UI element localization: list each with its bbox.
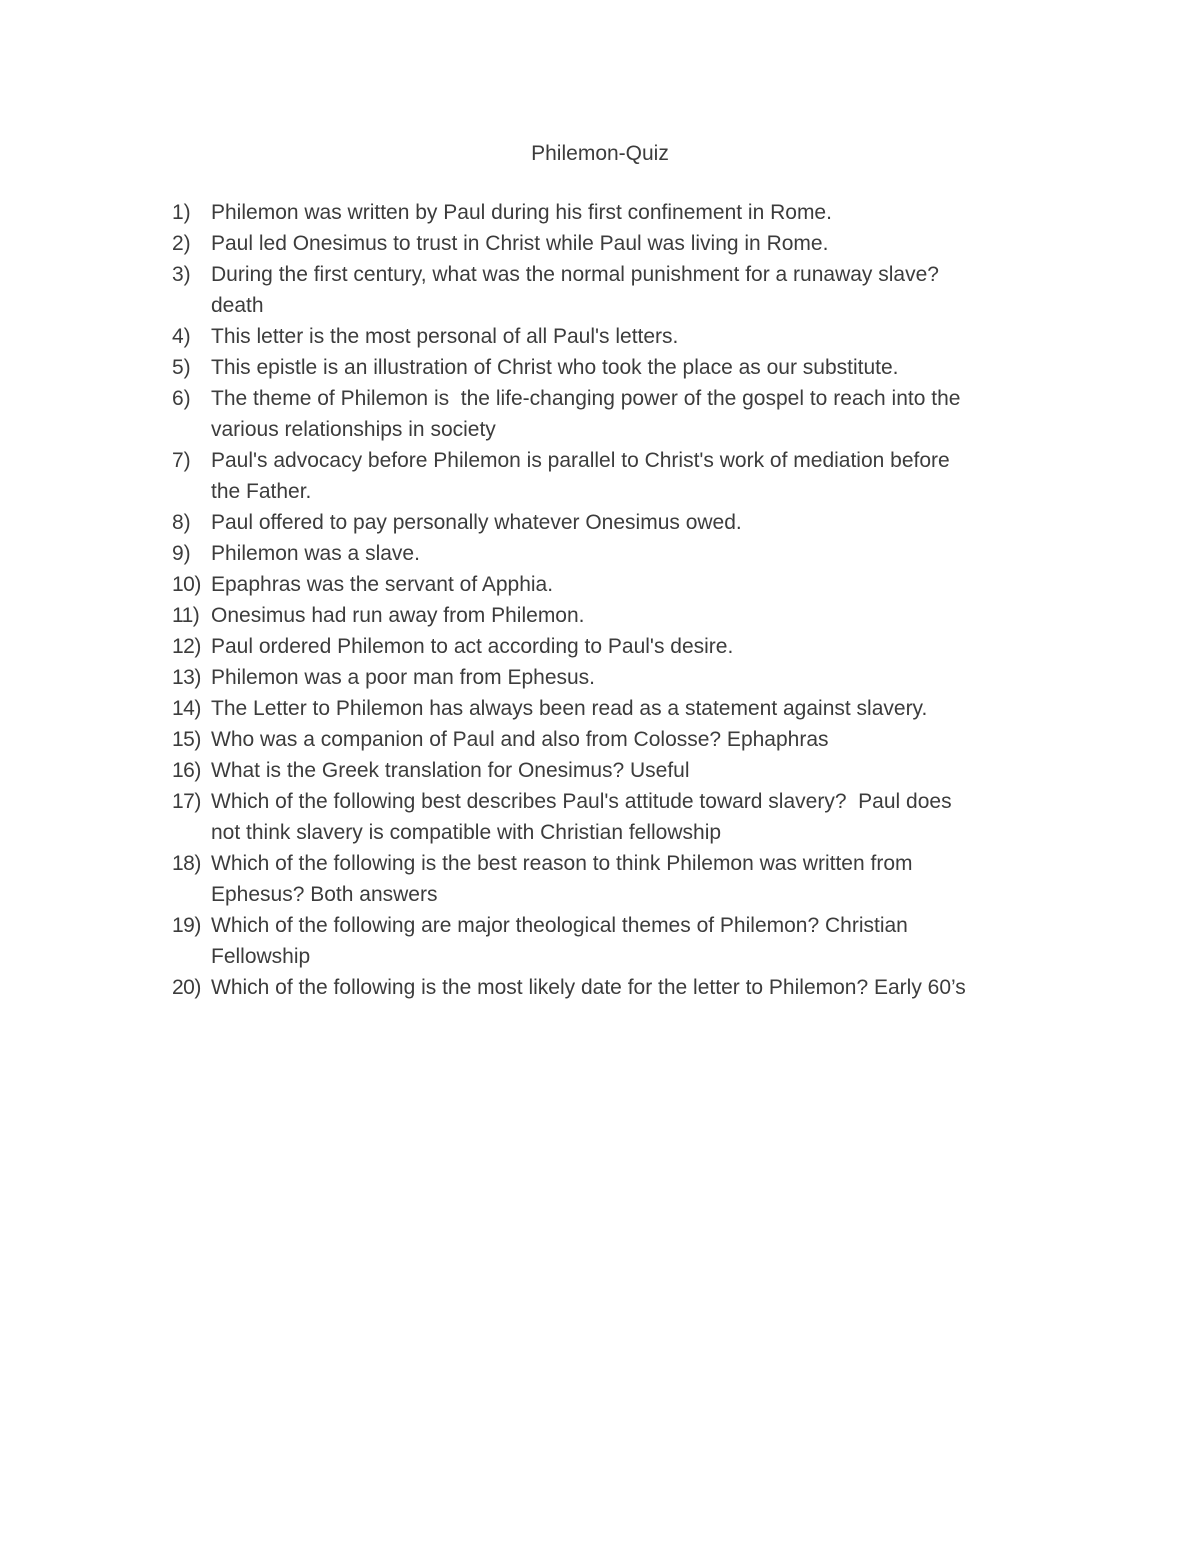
item-text: Which of the following is the most likely date for the letter to Philemon? Early 60’s <box>211 976 966 999</box>
item-number: 6) <box>172 387 191 410</box>
item-number: 3) <box>172 263 191 286</box>
list-item <box>172 972 1072 1003</box>
item-number: 7) <box>172 449 191 472</box>
item-text <box>211 848 1072 910</box>
list-item <box>172 724 1072 755</box>
item-number: 9) <box>172 542 191 565</box>
item-text-line-1: Which of the following best describes Paul's attitude toward slavery? Paul does <box>211 790 952 813</box>
list-item <box>172 507 1072 538</box>
item-number: 5) <box>172 356 191 379</box>
item-number: 4) <box>172 325 191 348</box>
item-number: 10) <box>172 573 201 596</box>
list-item <box>172 786 1072 848</box>
item-number: 17) <box>172 790 201 813</box>
item-text <box>211 383 1072 445</box>
item-text: This epistle is an illustration of Christ who took the place as our substitute. <box>211 356 899 379</box>
list-item <box>172 848 1072 910</box>
item-text <box>211 910 1072 972</box>
item-number: 1) <box>172 201 191 224</box>
list-item <box>172 569 1072 600</box>
list-item <box>172 383 1072 445</box>
item-text: Paul led Onesimus to trust in Christ while Paul was living in Rome. <box>211 232 829 255</box>
item-text-line-1: Which of the following is the best reason to think Philemon was written from <box>211 852 913 875</box>
list-item <box>172 631 1072 662</box>
item-number: 13) <box>172 666 201 689</box>
item-text-line-2: Fellowship <box>211 945 311 968</box>
item-text <box>211 259 1072 321</box>
item-text-line-1: Paul's advocacy before Philemon is parallel to Christ's work of mediation before <box>211 449 950 472</box>
item-text-line-1: During the first century, what was the normal punishment for a runaway slave? <box>211 263 939 286</box>
item-number: 14) <box>172 697 201 720</box>
item-text-line-2: Ephesus? Both answers <box>211 883 438 906</box>
list-item <box>172 352 1072 383</box>
item-text: Epaphras was the servant of Apphia. <box>211 573 554 596</box>
item-text: Onesimus had run away from Philemon. <box>211 604 585 627</box>
list-item <box>172 538 1072 569</box>
item-number: 18) <box>172 852 201 875</box>
item-number: 16) <box>172 759 201 782</box>
item-text <box>211 445 1072 507</box>
item-text-line-1: The theme of Philemon is the life-changing power of the gospel to reach into the <box>211 387 961 410</box>
item-text: Paul offered to pay personally whatever Onesimus owed. <box>211 511 742 534</box>
list-item <box>172 693 1072 724</box>
item-text-line-1: Which of the following are major theological themes of Philemon? Christian <box>211 914 908 937</box>
item-text: Philemon was a slave. <box>211 542 420 565</box>
item-text <box>211 786 1072 848</box>
item-number: 15) <box>172 728 201 751</box>
list-item <box>172 755 1072 786</box>
quiz-list <box>172 197 1072 1003</box>
item-text: What is the Greek translation for Onesimus? Useful <box>211 759 690 782</box>
list-item <box>172 662 1072 693</box>
item-number: 19) <box>172 914 201 937</box>
list-item <box>172 228 1072 259</box>
item-text: Philemon was written by Paul during his first confinement in Rome. <box>211 201 832 224</box>
item-text: Who was a companion of Paul and also from Colosse? Ephaphras <box>211 728 829 751</box>
page-title: Philemon-Quiz <box>531 142 669 165</box>
item-number: 12) <box>172 635 201 658</box>
item-text-line-2: not think slavery is compatible with Christian fellowship <box>211 821 722 844</box>
item-number: 8) <box>172 511 191 534</box>
item-number: 20) <box>172 976 201 999</box>
item-text: Paul ordered Philemon to act according to Paul's desire. <box>211 635 734 658</box>
item-text-line-2: the Father. <box>211 480 312 503</box>
list-item <box>172 445 1072 507</box>
item-number: 11) <box>172 604 200 627</box>
item-text: This letter is the most personal of all Paul's letters. <box>211 325 679 348</box>
list-item <box>172 259 1072 321</box>
item-number: 2) <box>172 232 191 255</box>
item-text: Philemon was a poor man from Ephesus. <box>211 666 596 689</box>
list-item <box>172 600 1072 631</box>
list-item <box>172 197 1072 228</box>
list-item <box>172 910 1072 972</box>
item-text-line-2: death <box>211 294 264 317</box>
item-text-line-2: various relationships in society <box>211 418 496 441</box>
item-text: The Letter to Philemon has always been read as a statement against slavery. <box>211 697 928 720</box>
list-item <box>172 321 1072 352</box>
